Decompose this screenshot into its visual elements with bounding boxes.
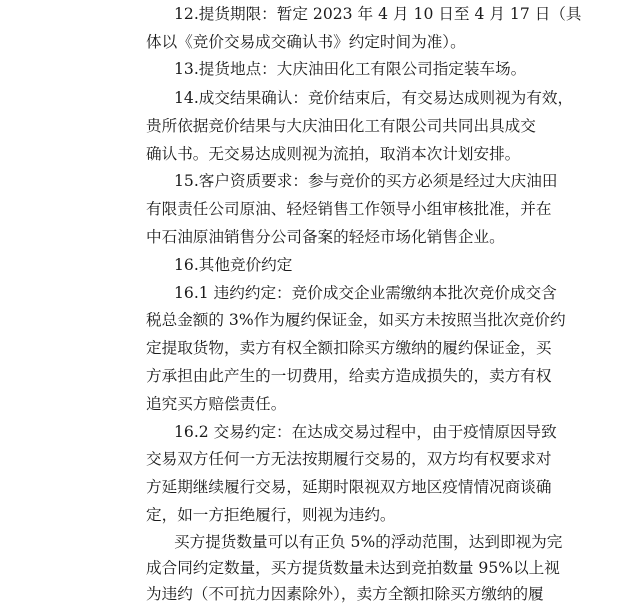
text-line: 中石油原油销售分公司备案的轻烃市场化销售企业。 bbox=[146, 228, 505, 246]
text-line: 为违约（不可抗力因素除外），卖方全额扣除买方缴纳的履 bbox=[146, 585, 544, 603]
text-line: 14.成交结果确认：竞价结束后，有交易达成则视为有效， bbox=[174, 89, 574, 107]
section-heading: 16.其他竞价约定 bbox=[174, 256, 293, 274]
text-line: 确认书。无交易达成则视为流拍，取消本次计划安排。 bbox=[146, 145, 521, 163]
text-line: 交易双方任何一方无法按期履行交易的，双方均有权要求对 bbox=[146, 450, 552, 468]
text-line: 定，如一方拒绝履行，则视为违约。 bbox=[146, 506, 396, 524]
text-line: 16.1 违约约定：竞价成交企业需缴纳本批次竞价成交含 bbox=[174, 284, 557, 302]
text-line: 15.客户资质要求：参与竞价的买方必须是经过大庆油田 bbox=[174, 172, 558, 190]
text-line: 买方提货数量可以有正负 5%的浮动范围，达到即视为完 bbox=[174, 533, 563, 551]
text-line: 贵所依据竞价结果与大庆油田化工有限公司共同出具成交 bbox=[146, 117, 536, 135]
text-line: 成合同约定数量，买方提货数量未达到竞拍数量 95%以上视 bbox=[146, 559, 560, 577]
text-line: 体以《竞价交易成交确认书》约定时间为准）。 bbox=[146, 33, 466, 51]
text-line: 16.2 交易约定：在达成交易过程中，由于疫情原因导致 bbox=[174, 423, 557, 441]
text-line: 追究买方赔偿责任。 bbox=[146, 395, 287, 413]
text-line: 12.提货期限：暂定 2023 年 4 月 10 日至 4 月 17 日（具 bbox=[174, 5, 582, 23]
text-line: 方延期继续履行交易，延期时限视双方地区疫情情况商谈确 bbox=[146, 478, 552, 496]
text-line: 方承担由此产生的一切费用，给卖方造成损失的，卖方有权 bbox=[146, 367, 552, 385]
text-line: 有限责任公司原油、轻烃销售工作领导小组审核批准，并在 bbox=[146, 200, 552, 218]
text-line: 定提取货物，卖方有权全额扣除买方缴纳的履约保证金，买 bbox=[146, 339, 552, 357]
text-line: 税总金额的 3%作为履约保证金，如买方未按照当批次竞价约 bbox=[146, 311, 566, 329]
text-line: 13.提货地点：大庆油田化工有限公司指定装车场。 bbox=[174, 60, 527, 78]
